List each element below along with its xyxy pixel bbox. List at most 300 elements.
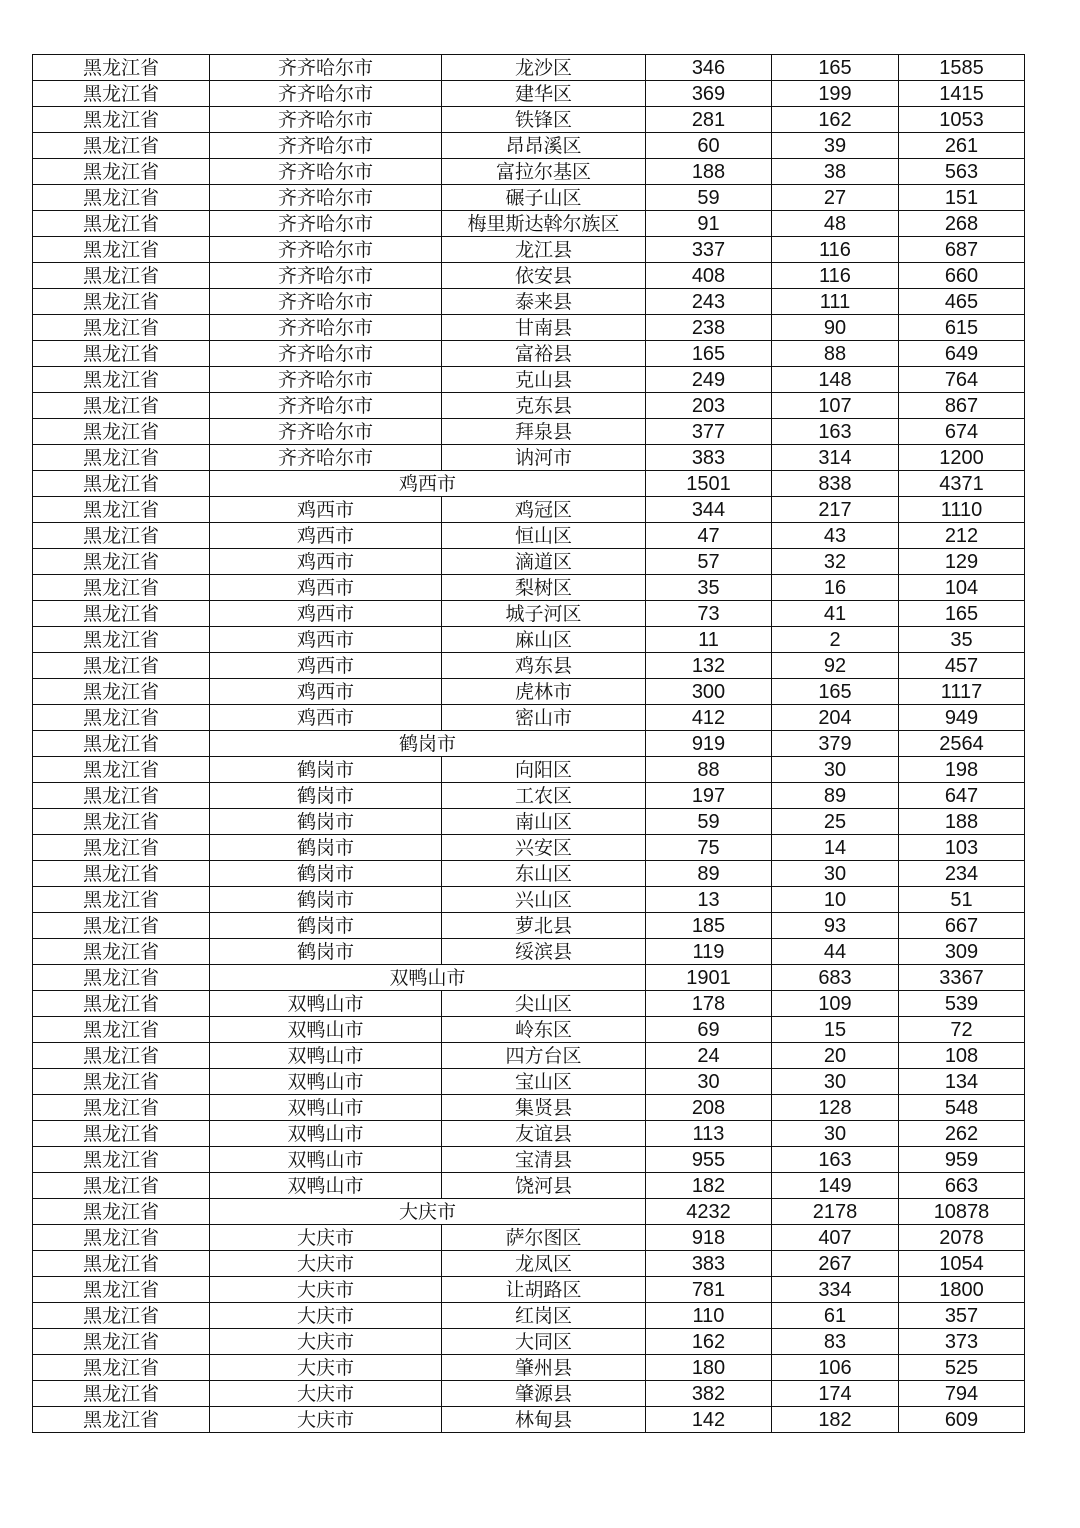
value-1-cell: 88 bbox=[646, 757, 772, 783]
city-cell: 齐齐哈尔市 bbox=[210, 367, 442, 393]
value-2-cell: 41 bbox=[772, 601, 899, 627]
value-3-cell: 212 bbox=[899, 523, 1025, 549]
city-cell: 鹤岗市 bbox=[210, 809, 442, 835]
value-3-cell: 465 bbox=[899, 289, 1025, 315]
city-cell: 鸡西市 bbox=[210, 653, 442, 679]
value-3-cell: 563 bbox=[899, 159, 1025, 185]
province-cell: 黑龙江省 bbox=[33, 497, 210, 523]
district-cell: 四方台区 bbox=[442, 1043, 646, 1069]
table-row bbox=[33, 289, 1025, 315]
table-row bbox=[33, 1407, 1025, 1433]
city-cell: 大庆市 bbox=[210, 1303, 442, 1329]
province-cell: 黑龙江省 bbox=[33, 939, 210, 965]
table-row bbox=[33, 419, 1025, 445]
district-cell: 尖山区 bbox=[442, 991, 646, 1017]
district-cell: 鸡冠区 bbox=[442, 497, 646, 523]
table-row bbox=[33, 679, 1025, 705]
table-row bbox=[33, 549, 1025, 575]
value-3-cell: 1800 bbox=[899, 1277, 1025, 1303]
value-2-cell: 163 bbox=[772, 419, 899, 445]
value-1-cell: 249 bbox=[646, 367, 772, 393]
district-cell: 肇州县 bbox=[442, 1355, 646, 1381]
province-cell: 黑龙江省 bbox=[33, 679, 210, 705]
value-2-cell: 30 bbox=[772, 1069, 899, 1095]
value-3-cell: 674 bbox=[899, 419, 1025, 445]
table-row bbox=[33, 185, 1025, 211]
city-cell: 齐齐哈尔市 bbox=[210, 341, 442, 367]
value-2-cell: 15 bbox=[772, 1017, 899, 1043]
province-cell: 黑龙江省 bbox=[33, 861, 210, 887]
province-cell: 黑龙江省 bbox=[33, 1407, 210, 1433]
value-1-cell: 955 bbox=[646, 1147, 772, 1173]
value-2-cell: 111 bbox=[772, 289, 899, 315]
province-cell: 黑龙江省 bbox=[33, 757, 210, 783]
table-row bbox=[33, 939, 1025, 965]
value-3-cell: 2078 bbox=[899, 1225, 1025, 1251]
district-cell: 梅里斯达斡尔族区 bbox=[442, 211, 646, 237]
district-cell: 鸡东县 bbox=[442, 653, 646, 679]
value-1-cell: 185 bbox=[646, 913, 772, 939]
value-2-cell: 92 bbox=[772, 653, 899, 679]
value-2-cell: 38 bbox=[772, 159, 899, 185]
value-2-cell: 106 bbox=[772, 1355, 899, 1381]
value-1-cell: 162 bbox=[646, 1329, 772, 1355]
province-cell: 黑龙江省 bbox=[33, 1225, 210, 1251]
value-1-cell: 243 bbox=[646, 289, 772, 315]
value-3-cell: 104 bbox=[899, 575, 1025, 601]
value-1-cell: 383 bbox=[646, 445, 772, 471]
table-row bbox=[33, 1355, 1025, 1381]
table-row bbox=[33, 133, 1025, 159]
value-1-cell: 188 bbox=[646, 159, 772, 185]
value-3-cell: 687 bbox=[899, 237, 1025, 263]
district-cell: 昂昂溪区 bbox=[442, 133, 646, 159]
table-row bbox=[33, 55, 1025, 81]
value-3-cell: 3367 bbox=[899, 965, 1025, 991]
district-cell: 碾子山区 bbox=[442, 185, 646, 211]
city-cell: 齐齐哈尔市 bbox=[210, 419, 442, 445]
district-cell: 宝清县 bbox=[442, 1147, 646, 1173]
district-cell: 南山区 bbox=[442, 809, 646, 835]
value-1-cell: 110 bbox=[646, 1303, 772, 1329]
table-row bbox=[33, 1017, 1025, 1043]
value-2-cell: 407 bbox=[772, 1225, 899, 1251]
province-cell: 黑龙江省 bbox=[33, 627, 210, 653]
value-2-cell: 204 bbox=[772, 705, 899, 731]
value-1-cell: 47 bbox=[646, 523, 772, 549]
district-cell: 克东县 bbox=[442, 393, 646, 419]
value-2-cell: 116 bbox=[772, 237, 899, 263]
value-3-cell: 2564 bbox=[899, 731, 1025, 757]
value-3-cell: 794 bbox=[899, 1381, 1025, 1407]
province-cell: 黑龙江省 bbox=[33, 705, 210, 731]
value-2-cell: 838 bbox=[772, 471, 899, 497]
value-1-cell: 89 bbox=[646, 861, 772, 887]
value-2-cell: 25 bbox=[772, 809, 899, 835]
table-row bbox=[33, 341, 1025, 367]
table-row bbox=[33, 1121, 1025, 1147]
value-2-cell: 148 bbox=[772, 367, 899, 393]
province-cell: 黑龙江省 bbox=[33, 1095, 210, 1121]
city-cell: 大庆市 bbox=[210, 1251, 442, 1277]
city-cell: 鸡西市 bbox=[210, 523, 442, 549]
value-1-cell: 165 bbox=[646, 341, 772, 367]
value-2-cell: 32 bbox=[772, 549, 899, 575]
value-3-cell: 1054 bbox=[899, 1251, 1025, 1277]
value-1-cell: 75 bbox=[646, 835, 772, 861]
district-cell: 虎林市 bbox=[442, 679, 646, 705]
province-cell: 黑龙江省 bbox=[33, 1121, 210, 1147]
value-3-cell: 525 bbox=[899, 1355, 1025, 1381]
value-1-cell: 24 bbox=[646, 1043, 772, 1069]
value-3-cell: 615 bbox=[899, 315, 1025, 341]
district-cell: 向阳区 bbox=[442, 757, 646, 783]
table-row bbox=[33, 107, 1025, 133]
value-3-cell: 234 bbox=[899, 861, 1025, 887]
district-cell: 梨树区 bbox=[442, 575, 646, 601]
value-1-cell: 69 bbox=[646, 1017, 772, 1043]
province-cell: 黑龙江省 bbox=[33, 549, 210, 575]
value-2-cell: 30 bbox=[772, 757, 899, 783]
value-2-cell: 90 bbox=[772, 315, 899, 341]
value-1-cell: 4232 bbox=[646, 1199, 772, 1225]
value-2-cell: 267 bbox=[772, 1251, 899, 1277]
district-cell: 兴安区 bbox=[442, 835, 646, 861]
value-2-cell: 10 bbox=[772, 887, 899, 913]
city-cell: 双鸭山市 bbox=[210, 1095, 442, 1121]
city-cell: 大庆市 bbox=[210, 1407, 442, 1433]
city-cell: 双鸭山市 bbox=[210, 1121, 442, 1147]
city-cell: 齐齐哈尔市 bbox=[210, 159, 442, 185]
value-1-cell: 337 bbox=[646, 237, 772, 263]
province-cell: 黑龙江省 bbox=[33, 107, 210, 133]
city-cell: 大庆市 bbox=[210, 1277, 442, 1303]
value-3-cell: 151 bbox=[899, 185, 1025, 211]
value-3-cell: 457 bbox=[899, 653, 1025, 679]
province-cell: 黑龙江省 bbox=[33, 991, 210, 1017]
province-cell: 黑龙江省 bbox=[33, 1303, 210, 1329]
value-3-cell: 103 bbox=[899, 835, 1025, 861]
table-row bbox=[33, 1069, 1025, 1095]
value-3-cell: 373 bbox=[899, 1329, 1025, 1355]
value-3-cell: 188 bbox=[899, 809, 1025, 835]
city-cell: 大庆市 bbox=[210, 1225, 442, 1251]
value-3-cell: 609 bbox=[899, 1407, 1025, 1433]
province-cell: 黑龙江省 bbox=[33, 601, 210, 627]
table-row bbox=[33, 523, 1025, 549]
value-3-cell: 867 bbox=[899, 393, 1025, 419]
table-row bbox=[33, 627, 1025, 653]
district-cell: 友谊县 bbox=[442, 1121, 646, 1147]
table-row bbox=[33, 1277, 1025, 1303]
value-1-cell: 178 bbox=[646, 991, 772, 1017]
value-2-cell: 683 bbox=[772, 965, 899, 991]
district-cell: 萨尔图区 bbox=[442, 1225, 646, 1251]
value-2-cell: 16 bbox=[772, 575, 899, 601]
province-cell: 黑龙江省 bbox=[33, 965, 210, 991]
province-cell: 黑龙江省 bbox=[33, 1043, 210, 1069]
province-cell: 黑龙江省 bbox=[33, 653, 210, 679]
district-cell: 富拉尔基区 bbox=[442, 159, 646, 185]
value-3-cell: 1585 bbox=[899, 55, 1025, 81]
value-2-cell: 39 bbox=[772, 133, 899, 159]
value-3-cell: 4371 bbox=[899, 471, 1025, 497]
district-cell: 滴道区 bbox=[442, 549, 646, 575]
district-cell: 城子河区 bbox=[442, 601, 646, 627]
value-2-cell: 163 bbox=[772, 1147, 899, 1173]
value-2-cell: 27 bbox=[772, 185, 899, 211]
city-cell: 齐齐哈尔市 bbox=[210, 133, 442, 159]
district-cell: 龙江县 bbox=[442, 237, 646, 263]
city-subtotal-cell: 大庆市 bbox=[210, 1199, 646, 1225]
province-cell: 黑龙江省 bbox=[33, 393, 210, 419]
province-cell: 黑龙江省 bbox=[33, 887, 210, 913]
table-row bbox=[33, 653, 1025, 679]
value-1-cell: 382 bbox=[646, 1381, 772, 1407]
city-cell: 大庆市 bbox=[210, 1381, 442, 1407]
value-1-cell: 383 bbox=[646, 1251, 772, 1277]
province-cell: 黑龙江省 bbox=[33, 1069, 210, 1095]
province-cell: 黑龙江省 bbox=[33, 523, 210, 549]
province-cell: 黑龙江省 bbox=[33, 315, 210, 341]
city-cell: 大庆市 bbox=[210, 1355, 442, 1381]
table-row bbox=[33, 81, 1025, 107]
value-2-cell: 2 bbox=[772, 627, 899, 653]
province-cell: 黑龙江省 bbox=[33, 237, 210, 263]
city-cell: 双鸭山市 bbox=[210, 1017, 442, 1043]
value-2-cell: 61 bbox=[772, 1303, 899, 1329]
district-cell: 克山县 bbox=[442, 367, 646, 393]
table-row bbox=[33, 1225, 1025, 1251]
table-row bbox=[33, 393, 1025, 419]
city-subtotal-row bbox=[33, 1199, 1025, 1225]
value-3-cell: 649 bbox=[899, 341, 1025, 367]
table-row bbox=[33, 1173, 1025, 1199]
value-1-cell: 412 bbox=[646, 705, 772, 731]
province-cell: 黑龙江省 bbox=[33, 913, 210, 939]
table-row bbox=[33, 497, 1025, 523]
value-1-cell: 346 bbox=[646, 55, 772, 81]
value-1-cell: 781 bbox=[646, 1277, 772, 1303]
value-1-cell: 59 bbox=[646, 185, 772, 211]
district-cell: 铁锋区 bbox=[442, 107, 646, 133]
value-3-cell: 10878 bbox=[899, 1199, 1025, 1225]
district-cell: 大同区 bbox=[442, 1329, 646, 1355]
district-cell: 泰来县 bbox=[442, 289, 646, 315]
table-row bbox=[33, 367, 1025, 393]
table-row bbox=[33, 263, 1025, 289]
province-cell: 黑龙江省 bbox=[33, 731, 210, 757]
value-3-cell: 261 bbox=[899, 133, 1025, 159]
city-cell: 鸡西市 bbox=[210, 497, 442, 523]
city-cell: 鸡西市 bbox=[210, 627, 442, 653]
district-cell: 绥滨县 bbox=[442, 939, 646, 965]
value-1-cell: 369 bbox=[646, 81, 772, 107]
value-3-cell: 262 bbox=[899, 1121, 1025, 1147]
value-2-cell: 165 bbox=[772, 679, 899, 705]
city-cell: 鹤岗市 bbox=[210, 835, 442, 861]
value-3-cell: 51 bbox=[899, 887, 1025, 913]
value-3-cell: 134 bbox=[899, 1069, 1025, 1095]
district-cell: 龙凤区 bbox=[442, 1251, 646, 1277]
value-2-cell: 182 bbox=[772, 1407, 899, 1433]
value-1-cell: 281 bbox=[646, 107, 772, 133]
value-1-cell: 203 bbox=[646, 393, 772, 419]
value-3-cell: 539 bbox=[899, 991, 1025, 1017]
province-cell: 黑龙江省 bbox=[33, 575, 210, 601]
value-1-cell: 35 bbox=[646, 575, 772, 601]
value-3-cell: 1415 bbox=[899, 81, 1025, 107]
value-3-cell: 663 bbox=[899, 1173, 1025, 1199]
value-3-cell: 35 bbox=[899, 627, 1025, 653]
table-row bbox=[33, 1043, 1025, 1069]
value-2-cell: 314 bbox=[772, 445, 899, 471]
district-cell: 肇源县 bbox=[442, 1381, 646, 1407]
value-2-cell: 107 bbox=[772, 393, 899, 419]
province-cell: 黑龙江省 bbox=[33, 783, 210, 809]
city-cell: 鸡西市 bbox=[210, 679, 442, 705]
value-3-cell: 165 bbox=[899, 601, 1025, 627]
province-cell: 黑龙江省 bbox=[33, 289, 210, 315]
city-cell: 齐齐哈尔市 bbox=[210, 107, 442, 133]
district-cell: 红岗区 bbox=[442, 1303, 646, 1329]
value-3-cell: 1117 bbox=[899, 679, 1025, 705]
province-cell: 黑龙江省 bbox=[33, 471, 210, 497]
table-row bbox=[33, 991, 1025, 1017]
province-cell: 黑龙江省 bbox=[33, 1277, 210, 1303]
data-table bbox=[32, 54, 1025, 1433]
table-row bbox=[33, 1251, 1025, 1277]
district-cell: 饶河县 bbox=[442, 1173, 646, 1199]
province-cell: 黑龙江省 bbox=[33, 55, 210, 81]
value-3-cell: 357 bbox=[899, 1303, 1025, 1329]
value-2-cell: 20 bbox=[772, 1043, 899, 1069]
value-1-cell: 113 bbox=[646, 1121, 772, 1147]
city-cell: 鹤岗市 bbox=[210, 861, 442, 887]
city-cell: 齐齐哈尔市 bbox=[210, 185, 442, 211]
district-cell: 讷河市 bbox=[442, 445, 646, 471]
value-1-cell: 300 bbox=[646, 679, 772, 705]
value-2-cell: 44 bbox=[772, 939, 899, 965]
province-cell: 黑龙江省 bbox=[33, 445, 210, 471]
table-row bbox=[33, 1147, 1025, 1173]
value-1-cell: 11 bbox=[646, 627, 772, 653]
province-cell: 黑龙江省 bbox=[33, 341, 210, 367]
city-cell: 鹤岗市 bbox=[210, 939, 442, 965]
value-1-cell: 238 bbox=[646, 315, 772, 341]
value-3-cell: 268 bbox=[899, 211, 1025, 237]
city-cell: 鹤岗市 bbox=[210, 757, 442, 783]
city-cell: 齐齐哈尔市 bbox=[210, 393, 442, 419]
city-cell: 双鸭山市 bbox=[210, 991, 442, 1017]
value-2-cell: 93 bbox=[772, 913, 899, 939]
value-2-cell: 379 bbox=[772, 731, 899, 757]
value-2-cell: 30 bbox=[772, 1121, 899, 1147]
district-cell: 岭东区 bbox=[442, 1017, 646, 1043]
city-cell: 齐齐哈尔市 bbox=[210, 55, 442, 81]
city-cell: 双鸭山市 bbox=[210, 1173, 442, 1199]
city-cell: 齐齐哈尔市 bbox=[210, 237, 442, 263]
table-row bbox=[33, 1329, 1025, 1355]
value-3-cell: 660 bbox=[899, 263, 1025, 289]
table-row bbox=[33, 237, 1025, 263]
city-cell: 双鸭山市 bbox=[210, 1043, 442, 1069]
value-2-cell: 149 bbox=[772, 1173, 899, 1199]
value-3-cell: 949 bbox=[899, 705, 1025, 731]
value-2-cell: 165 bbox=[772, 55, 899, 81]
city-cell: 齐齐哈尔市 bbox=[210, 445, 442, 471]
province-cell: 黑龙江省 bbox=[33, 1017, 210, 1043]
value-1-cell: 919 bbox=[646, 731, 772, 757]
city-cell: 齐齐哈尔市 bbox=[210, 289, 442, 315]
value-1-cell: 13 bbox=[646, 887, 772, 913]
value-3-cell: 1110 bbox=[899, 497, 1025, 523]
value-1-cell: 1501 bbox=[646, 471, 772, 497]
value-2-cell: 109 bbox=[772, 991, 899, 1017]
table-row bbox=[33, 861, 1025, 887]
value-1-cell: 918 bbox=[646, 1225, 772, 1251]
province-cell: 黑龙江省 bbox=[33, 81, 210, 107]
value-3-cell: 959 bbox=[899, 1147, 1025, 1173]
province-cell: 黑龙江省 bbox=[33, 185, 210, 211]
table-row bbox=[33, 445, 1025, 471]
value-2-cell: 199 bbox=[772, 81, 899, 107]
value-1-cell: 377 bbox=[646, 419, 772, 445]
value-3-cell: 72 bbox=[899, 1017, 1025, 1043]
district-cell: 萝北县 bbox=[442, 913, 646, 939]
district-cell: 宝山区 bbox=[442, 1069, 646, 1095]
value-2-cell: 116 bbox=[772, 263, 899, 289]
value-1-cell: 142 bbox=[646, 1407, 772, 1433]
value-2-cell: 14 bbox=[772, 835, 899, 861]
district-cell: 富裕县 bbox=[442, 341, 646, 367]
district-cell: 密山市 bbox=[442, 705, 646, 731]
table-body bbox=[33, 55, 1025, 1433]
value-2-cell: 162 bbox=[772, 107, 899, 133]
value-2-cell: 43 bbox=[772, 523, 899, 549]
value-1-cell: 180 bbox=[646, 1355, 772, 1381]
province-cell: 黑龙江省 bbox=[33, 835, 210, 861]
province-cell: 黑龙江省 bbox=[33, 1199, 210, 1225]
province-cell: 黑龙江省 bbox=[33, 1381, 210, 1407]
province-cell: 黑龙江省 bbox=[33, 1355, 210, 1381]
district-cell: 甘南县 bbox=[442, 315, 646, 341]
value-1-cell: 344 bbox=[646, 497, 772, 523]
value-2-cell: 217 bbox=[772, 497, 899, 523]
table-row bbox=[33, 783, 1025, 809]
value-3-cell: 309 bbox=[899, 939, 1025, 965]
district-cell: 麻山区 bbox=[442, 627, 646, 653]
value-2-cell: 83 bbox=[772, 1329, 899, 1355]
value-1-cell: 119 bbox=[646, 939, 772, 965]
table-row bbox=[33, 809, 1025, 835]
value-2-cell: 2178 bbox=[772, 1199, 899, 1225]
value-1-cell: 1901 bbox=[646, 965, 772, 991]
city-cell: 齐齐哈尔市 bbox=[210, 81, 442, 107]
city-subtotal-row bbox=[33, 471, 1025, 497]
value-3-cell: 647 bbox=[899, 783, 1025, 809]
value-3-cell: 1053 bbox=[899, 107, 1025, 133]
city-cell: 鸡西市 bbox=[210, 601, 442, 627]
city-cell: 双鸭山市 bbox=[210, 1069, 442, 1095]
city-cell: 齐齐哈尔市 bbox=[210, 211, 442, 237]
value-2-cell: 128 bbox=[772, 1095, 899, 1121]
district-cell: 工农区 bbox=[442, 783, 646, 809]
district-cell: 东山区 bbox=[442, 861, 646, 887]
province-cell: 黑龙江省 bbox=[33, 419, 210, 445]
province-cell: 黑龙江省 bbox=[33, 133, 210, 159]
value-1-cell: 57 bbox=[646, 549, 772, 575]
